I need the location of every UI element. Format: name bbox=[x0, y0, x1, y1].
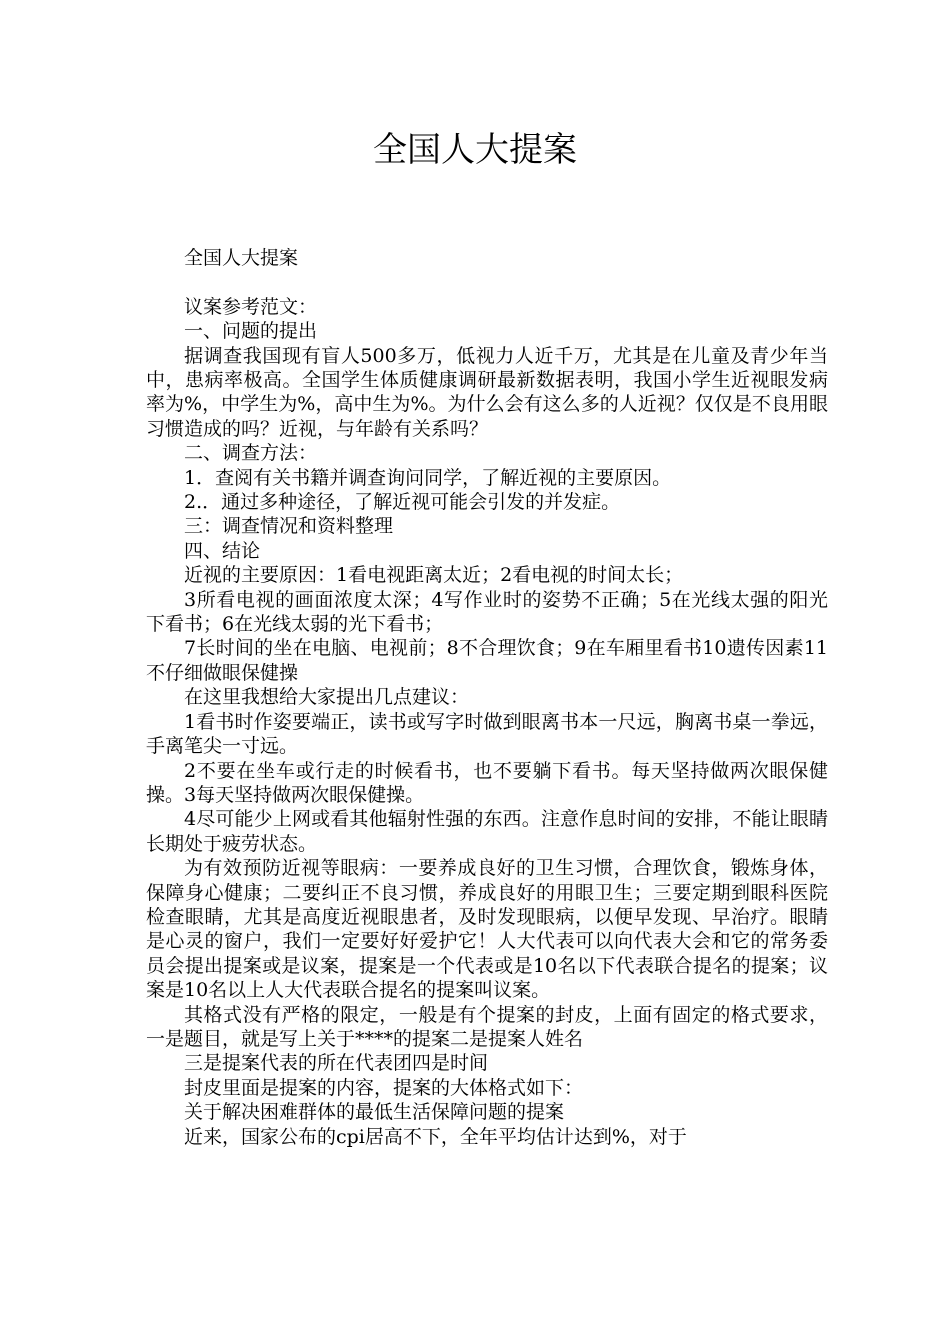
paragraph-heading: 全国人大提案 bbox=[184, 247, 299, 269]
paragraph: 议案参考范文： bbox=[184, 295, 318, 318]
paragraph: 3所看电视的画面浓度太深；4写作业时的姿势不正确；5在光线太强的阳光下看书；6在光线太弱的光下看书； bbox=[146, 588, 828, 636]
paragraph: 三：调查情况和资料整理 bbox=[184, 515, 394, 538]
paragraph: 近来，国家公布的cpi居高不下，全年平均估计达到%，对于 bbox=[184, 1125, 687, 1148]
document-title: 全国人大提案 bbox=[373, 130, 577, 170]
paragraph: 四、结论 bbox=[184, 539, 261, 562]
paragraph: 1．查阅有关书籍并调查询问同学，了解近视的主要原因。 bbox=[184, 466, 672, 489]
paragraph: 在这里我想给大家提出几点建议： bbox=[184, 686, 470, 709]
document-body bbox=[146, 246, 828, 1149]
paragraph: 三是提案代表的所在代表团四是时间 bbox=[184, 1052, 489, 1075]
paragraph: 据调查我国现有盲人500多万，低视力人近千万，尤其是在儿童及青少年当中，患病率极高。全国学生体质健康调研最新数据表明，我国小学生近视眼发病率为%，中学生为%，高中生为%。为什么会有这么多的人近视？仅仅是不良用眼习惯造成的吗？近视，与年龄有关系吗？ bbox=[146, 344, 828, 440]
paragraph: 为有效预防近视等眼病：一要养成良好的卫生习惯，合理饮食，锻炼身体，保障身心健康；二要纠正不良习惯，养成良好的用眼卫生；三要定期到眼科医院检查眼睛，尤其是高度近视眼患者，及时发现眼病，以便早发现、早治疗。眼睛是心灵的窗户，我们一定要好好爱护它！人大代表可以向代表大会和它的常务委员会提出提案或是议案，提案是一个代表或是10名以下代表联合提名的提案；议案是10名以上人大代表联合提名的提案叫议案。 bbox=[146, 857, 828, 1002]
paragraph: 其格式没有严格的限定，一般是有个提案的封皮，上面有固定的格式要求，一是题目，就是写上关于****的提案二是提案人姓名 bbox=[146, 1003, 828, 1050]
paragraph: 2.．通过多种途径，了解近视可能会引发的并发症。 bbox=[184, 491, 621, 514]
paragraph: 二、调查方法： bbox=[184, 442, 318, 465]
paragraph: 4尽可能少上网或看其他辐射性强的东西。注意作息时间的安排，不能让眼睛长期处于疲劳状态。 bbox=[146, 808, 828, 855]
paragraph: 近视的主要原因：1看电视距离太近；2看电视的时间太长； bbox=[184, 564, 684, 587]
paragraph: 一、问题的提出 bbox=[184, 320, 318, 343]
paragraph: 2不要在坐车或行走的时候看书，也不要躺下看书。每天坚持做两次眼保健操。3每天坚持做两次眼保健操。 bbox=[146, 759, 828, 806]
paragraph: 7长时间的坐在电脑、电视前；8不合理饮食；9在车厢里看书10遗传因素11不仔细做眼保健操 bbox=[146, 637, 828, 684]
paragraph: 关于解决困难群体的最低生活保障问题的提案 bbox=[184, 1101, 565, 1124]
paragraph: 1看书时作姿要端正，读书或写字时做到眼离书本一尺远，胸离书桌一拳远，手离笔尖一寸远。 bbox=[146, 710, 828, 758]
paragraph: 封皮里面是提案的内容，提案的大体格式如下： bbox=[184, 1076, 584, 1099]
